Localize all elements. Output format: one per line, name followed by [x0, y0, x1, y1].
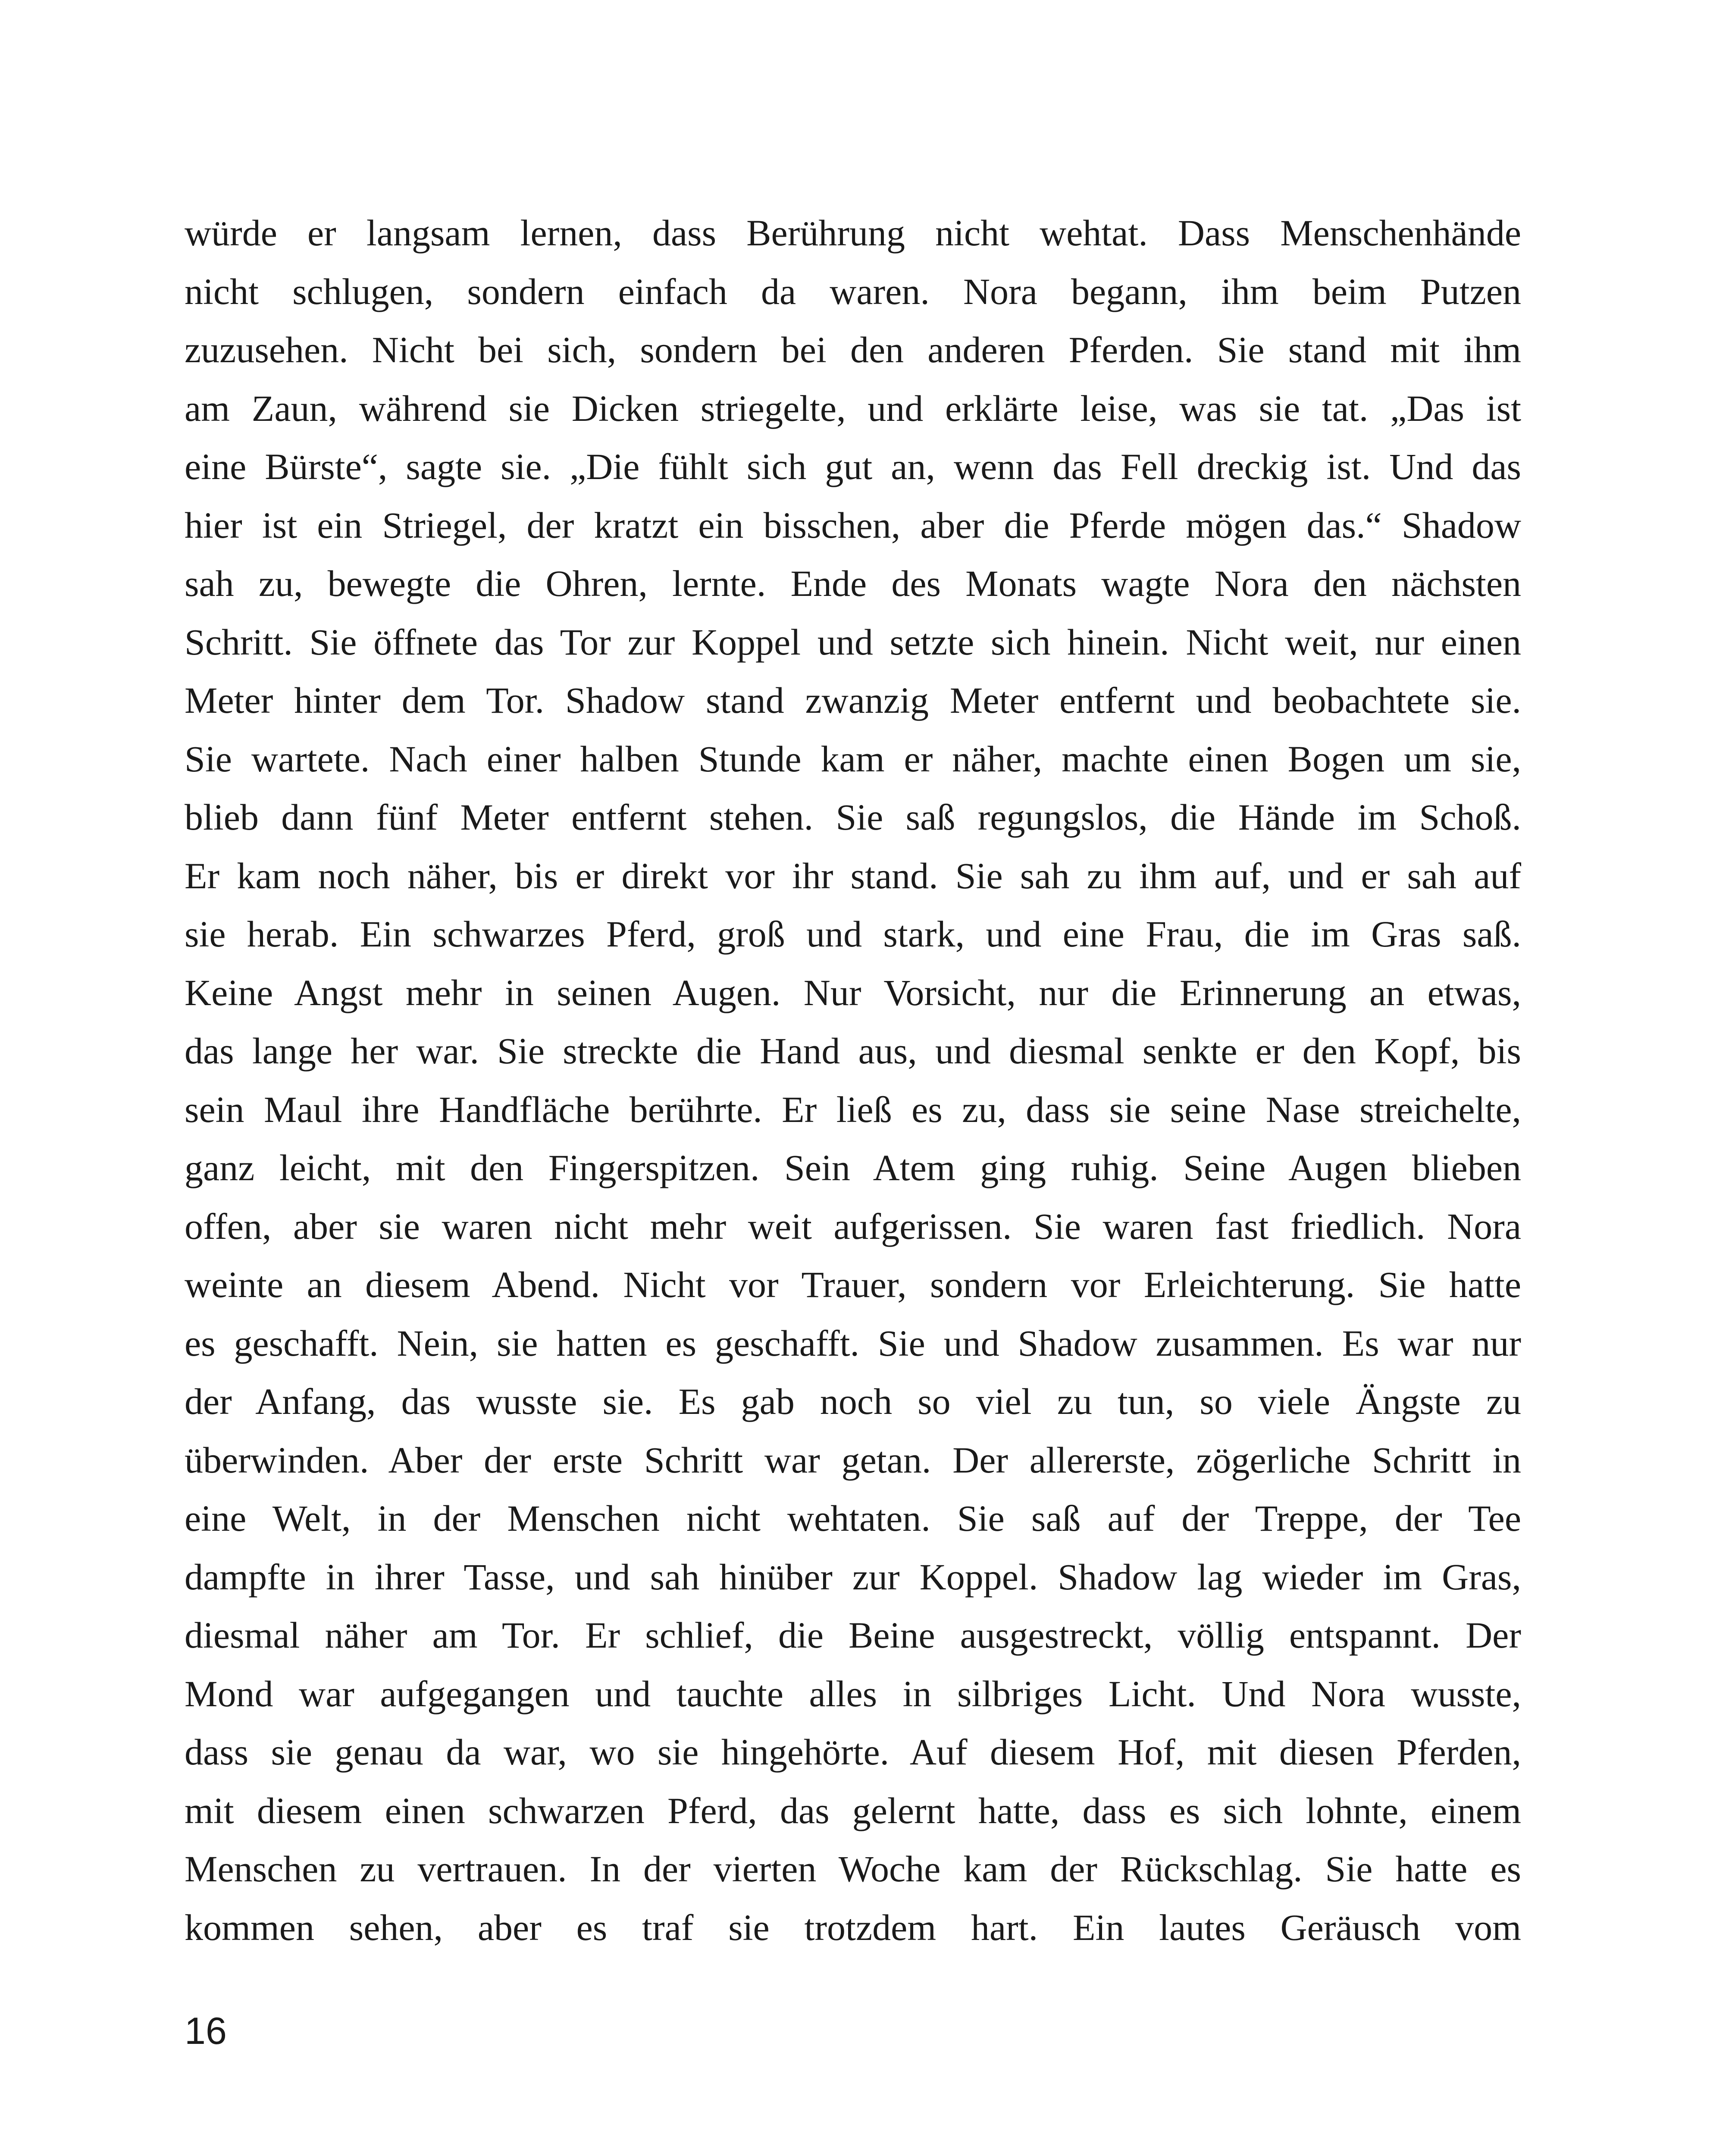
text-line: dass sie genau da war, wo sie hingehörte. Auf diesem Hof, mit diesen Pferden, [185, 1731, 1521, 1773]
text-line: Er kam noch näher, bis er direkt vor ihr stand. Sie sah zu ihm auf, und er sah auf [185, 855, 1521, 896]
text-line: weinte an diesem Abend. Nicht vor Trauer, sondern vor Erleichterung. Sie hatte [185, 1264, 1521, 1305]
text-line: sah zu, bewegte die Ohren, lernte. Ende des Monats wagte Nora den nächsten [185, 563, 1521, 604]
text-line: hier ist ein Striegel, der kratzt ein bisschen, aber die Pferde mögen das.“ Shadow [185, 504, 1521, 546]
text-line: am Zaun, während sie Dicken striegelte, und erklärte leise, was sie tat. „Das ist [185, 387, 1521, 429]
text-line: Mond war aufgegangen und tauchte alles in silbriges Licht. Und Nora wusste, [185, 1673, 1521, 1714]
text-line: das lange her war. Sie streckte die Hand aus, und diesmal senkte er den Kopf, bis [185, 1030, 1521, 1072]
body-text [185, 204, 1521, 1957]
text-line: zuzusehen. Nicht bei sich, sondern bei den anderen Pferden. Sie stand mit ihm [185, 329, 1521, 370]
text-line: Keine Angst mehr in seinen Augen. Nur Vorsicht, nur die Erinnerung an etwas, [185, 971, 1521, 1013]
page-number: 16 [185, 2009, 227, 2052]
text-line: überwinden. Aber der erste Schritt war getan. Der allererste, zögerliche Schritt in [185, 1439, 1521, 1481]
text-line: nicht schlugen, sondern einfach da waren. Nora begann, ihm beim Putzen [185, 270, 1521, 312]
text-line: kommen sehen, aber es traf sie trotzdem hart. Ein lautes Geräusch vom [185, 1906, 1521, 1948]
text-line: dampfte in ihrer Tasse, und sah hinüber zur Koppel. Shadow lag wieder im Gras, [185, 1556, 1521, 1598]
text-line: Sie wartete. Nach einer halben Stunde kam er näher, machte einen Bogen um sie, [185, 738, 1521, 780]
text-line: Meter hinter dem Tor. Shadow stand zwanzig Meter entfernt und beobachtete sie. [185, 680, 1521, 721]
text-line: ganz leicht, mit den Fingerspitzen. Sein Atem ging ruhig. Seine Augen blieben [185, 1147, 1521, 1188]
text-line: offen, aber sie waren nicht mehr weit aufgerissen. Sie waren fast friedlich. Nora [185, 1205, 1521, 1247]
text-line: blieb dann fünf Meter entfernt stehen. Sie saß regungslos, die Hände im Schoß. [185, 796, 1521, 838]
text-line: der Anfang, das wusste sie. Es gab noch so viel zu tun, so viele Ängste zu [185, 1381, 1521, 1422]
text-line: eine Bürste“, sagte sie. „Die fühlt sich gut an, wenn das Fell dreckig ist. Und das [185, 446, 1521, 487]
text-line: würde er langsam lernen, dass Berührung nicht wehtat. Dass Menschenhände [185, 212, 1521, 254]
text-line: sie herab. Ein schwarzes Pferd, groß und stark, und eine Frau, die im Gras saß. [185, 913, 1521, 955]
text-line: Schritt. Sie öffnete das Tor zur Koppel und setzte sich hinein. Nicht weit, nur einen [185, 621, 1521, 663]
text-line: diesmal näher am Tor. Er schlief, die Beine ausgestreckt, völlig entspannt. Der [185, 1614, 1521, 1656]
text-line: mit diesem einen schwarzen Pferd, das gelernt hatte, dass es sich lohnte, einem [185, 1789, 1521, 1831]
text-line: Menschen zu vertrauen. In der vierten Woche kam der Rückschlag. Sie hatte es [185, 1848, 1521, 1890]
text-line: sein Maul ihre Handfläche berührte. Er ließ es zu, dass sie seine Nase streichelte, [185, 1088, 1521, 1130]
text-line: es geschafft. Nein, sie hatten es geschafft. Sie und Shadow zusammen. Es war nur [185, 1322, 1521, 1364]
text-line: eine Welt, in der Menschen nicht wehtaten. Sie saß auf der Treppe, der Tee [185, 1498, 1521, 1539]
